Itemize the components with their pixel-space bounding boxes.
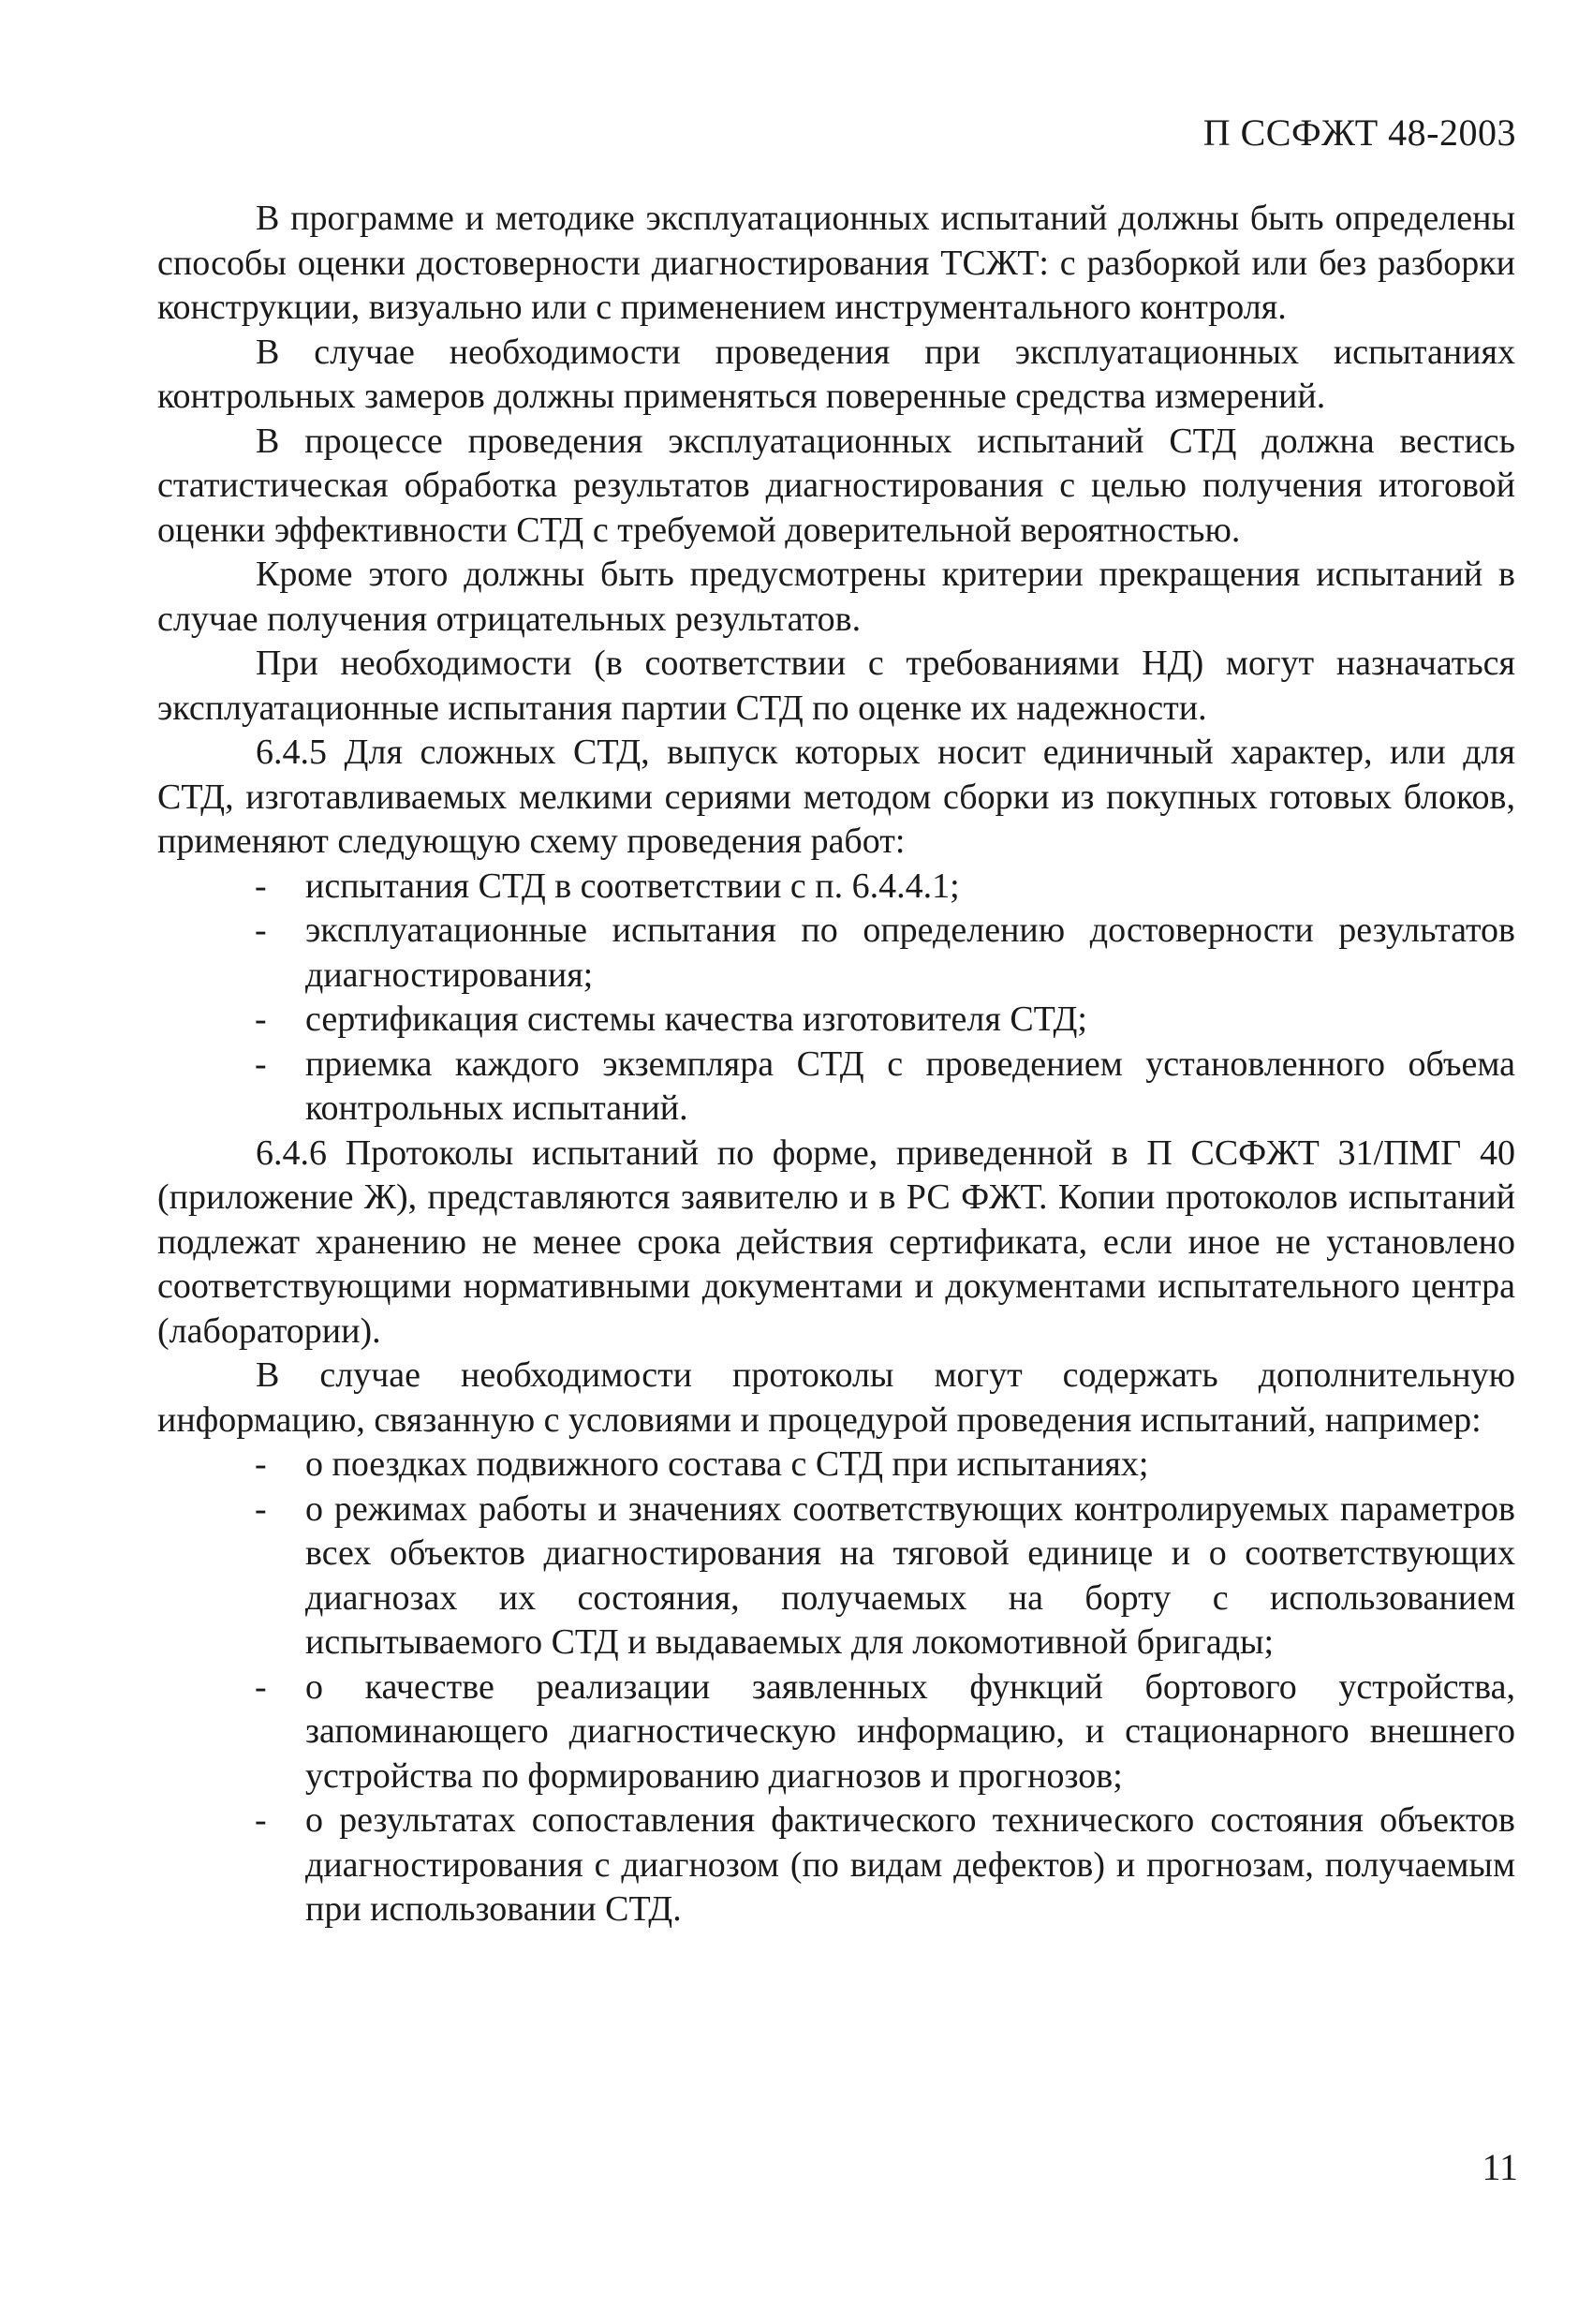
- dash-bullet: -: [255, 1488, 267, 1529]
- section-6-4-6-paragraph: 6.4.6 Протоколы испытаний по форме, приведенной в П ССФЖТ 31/ПМГ 40 (приложение Ж), представляются заявителю и в РС ФЖТ. Копии протоколов испытаний подлежат хранению не менее срока действия сертификата, если иное не установлено соответствующими нормативными документами и документами испытательного центра (лаборатории).: [157, 1132, 1515, 1351]
- paragraph: Кроме этого должны быть предусмотрены критерии прекращения испытаний в случае получения отрицательных результатов.: [157, 555, 1515, 639]
- list-item: [157, 1043, 1515, 1132]
- list-item-text: о результатах сопоставления фактического технического состояния объектов диагностирования с диагнозом (по видам дефектов) и прогнозам, получаемым при использовании СТД.: [305, 1800, 1515, 1929]
- dash-bullet: -: [255, 1044, 267, 1084]
- list-item-text: приемка каждого экземпляра СТД с проведением установленного объема контрольных испытаний.: [305, 1044, 1515, 1128]
- document-body: [157, 197, 1515, 1932]
- dash-bullet: -: [255, 999, 267, 1039]
- paragraph: В случае необходимости протоколы могут содержать дополнительную информацию, связанную с условиями и процедурой проведения испытаний, например:: [157, 1355, 1515, 1440]
- paragraph: При необходимости (в соответствии с требованиями НД) могут назначаться эксплуатационные испытания партии СТД по оценке их надежности.: [157, 644, 1515, 728]
- list-item: [157, 909, 1515, 998]
- list-item-text: о качестве реализации заявленных функций бортового устройства, запоминающего диагностическую информацию, и стационарного внешнего устройства по формированию диагнозов и прогнозов;: [305, 1666, 1515, 1796]
- protocol-info-list: [157, 1443, 1515, 1932]
- list-item: [157, 865, 1515, 910]
- work-scheme-list: [157, 865, 1515, 1132]
- list-item: [157, 1799, 1515, 1932]
- list-item: [157, 1488, 1515, 1665]
- page-number: 11: [1482, 2146, 1518, 2188]
- document-code: П ССФЖТ 48-2003: [1202, 111, 1516, 154]
- paragraph: В случае необходимости проведения при эксплуатационных испытаниях контрольных замеров должны применяться поверенные средства измерений.: [157, 332, 1515, 416]
- dash-bullet: -: [255, 1800, 267, 1840]
- dash-bullet: -: [255, 910, 267, 950]
- list-item-text: о поездках подвижного состава с СТД при испытаниях;: [305, 1444, 1149, 1484]
- list-item: [157, 1443, 1515, 1488]
- dash-bullet: -: [255, 1444, 267, 1484]
- list-item-text: о режимах работы и значениях соответствующих контролируемых параметров всех объектов диагностирования на тяговой единице и о соответствующих диагнозах их состояния, получаемых на борту с использованием испытываемого СТД и выдаваемых для локомотивной бригады;: [305, 1488, 1515, 1662]
- list-item-text: эксплуатационные испытания по определению достоверности результатов диагностирования;: [305, 910, 1515, 995]
- dash-bullet: -: [255, 1666, 267, 1707]
- dash-bullet: -: [255, 866, 267, 906]
- paragraph: В процессе проведения эксплуатационных испытаний СТД должна вестись статистическая обработка результатов диагностирования с целью получения итоговой оценки эффективности СТД с требуемой доверительной вероятностью.: [157, 421, 1515, 550]
- paragraph: В программе и методике эксплуатационных испытаний должны быть определены способы оценки достоверности диагностирования ТСЖТ: с разборкой или без разборки конструкции, визуально или с применением инструментального контроля.: [157, 199, 1515, 327]
- list-item: [157, 998, 1515, 1043]
- list-item-text: испытания СТД в соответствии с п. 6.4.4.1;: [305, 866, 960, 906]
- list-item-text: сертификация системы качества изготовителя СТД;: [305, 999, 1087, 1039]
- section-6-4-5-paragraph: 6.4.5 Для сложных СТД, выпуск которых носит единичный характер, или для СТД, изготавливаемых мелкими сериями методом сборки из покупных готовых блоков, применяют следующую схему проведения работ:: [157, 733, 1515, 861]
- list-item: [157, 1665, 1515, 1799]
